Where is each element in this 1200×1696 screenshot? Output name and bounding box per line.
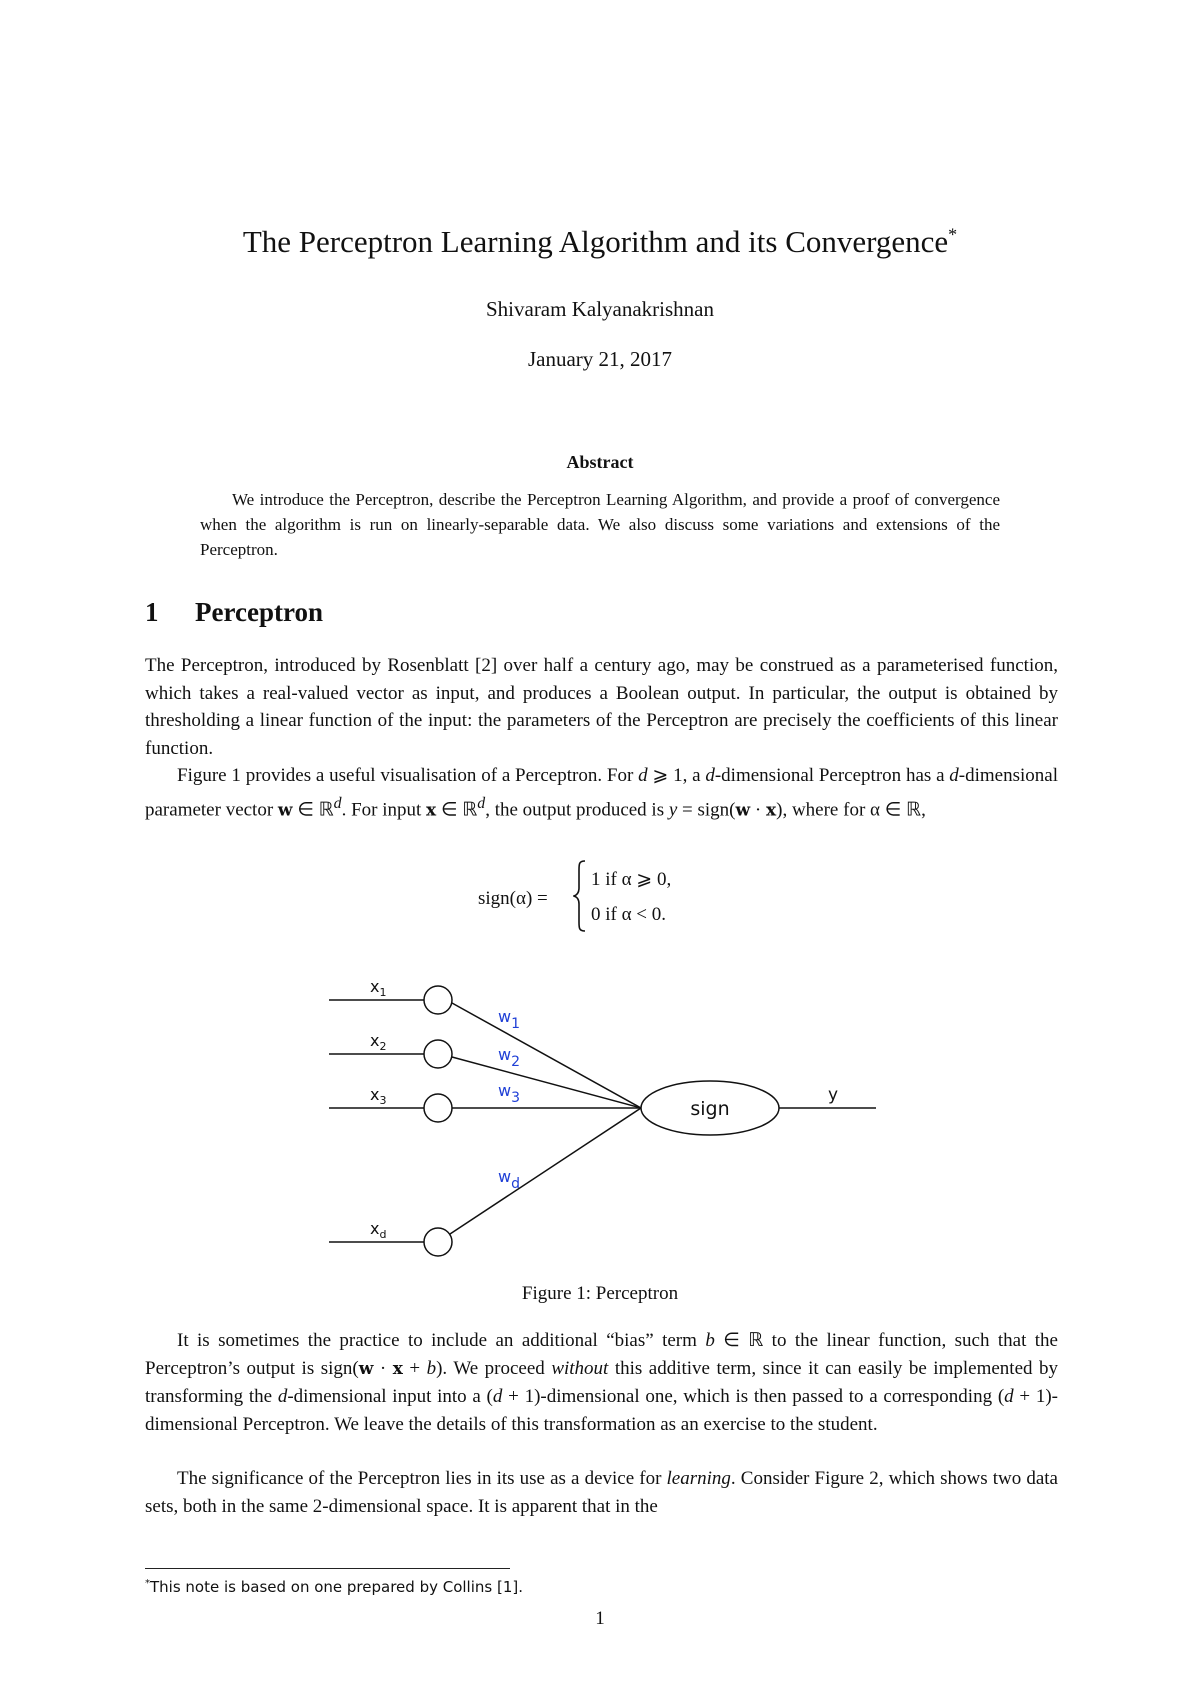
- figure-caption: Figure 1: Perceptron: [521, 1283, 679, 1304]
- weight-line-d: [450, 1108, 641, 1234]
- input-node-3: [424, 1094, 452, 1122]
- page-number: 1: [595, 1608, 605, 1629]
- footnote-text: This note is based on one prepared by Collins [1].: [150, 1578, 523, 1596]
- weight-line-2: [452, 1057, 641, 1108]
- equation-case-2: 0 if α < 0.: [591, 904, 667, 925]
- perceptron-figure: [0, 960, 1200, 1280]
- paper-title: The Perceptron Learning Algorithm and its Convergence*: [242, 224, 958, 259]
- weight-line-1: [452, 1003, 641, 1108]
- sign-node-label: sign: [690, 1098, 730, 1120]
- equation-case-1: 1 if α ⩾ 0,: [591, 869, 672, 890]
- paragraph-1: The Perceptron, introduced by Rosenblatt [2] over half a century ago, may be construed as a parameterised function, which takes a real-valued vector as input, and produces a Boolean output. In particular, the output is obtained by thresholding a linear function of the input: the parameters of the Perceptron are precisely the coefficients of this linear function.: [145, 655, 1058, 759]
- paragraph-2: Figure 1 provides a useful visualisation of a Perceptron. For d ⩾ 1, a d-dimensional Perceptron has a d-dimensional parameter vector w ∈ ℝ$^d$. For input x ∈ ℝ$^d$, the output produced is y = sign(w · x), where for α ∈ ℝ,: [145, 765, 1058, 820]
- input-label-1: $x_1$: [370, 977, 387, 999]
- weight-label-1: w1: [498, 1007, 521, 1032]
- input-node-1: [424, 986, 452, 1014]
- section-heading: [145, 597, 323, 628]
- input-node-2: [424, 1040, 452, 1068]
- weight-label-3: w3: [498, 1081, 521, 1106]
- author: Shivaram Kalyanakrishnan: [485, 297, 715, 321]
- paragraph-4: The significance of the Perceptron lies in its use as a device for learning. Consider Figure 2, which shows two data sets, both in the same 2-dimensional space. It is apparent that in the: [145, 1468, 1058, 1517]
- input-label-2: $x_2$: [370, 1031, 387, 1053]
- footnote-rule: [145, 1568, 510, 1569]
- equation-lhs: sign(α) =: [478, 888, 548, 909]
- input-label-3: $x_3$: [370, 1085, 387, 1107]
- input-node-d: [424, 1228, 452, 1256]
- date: January 21, 2017: [527, 347, 673, 371]
- abstract-text: We introduce the Perceptron, describe the Perceptron Learning Algorithm, and provide a proof of convergence when the algorithm is run on linearly-separable data. We also discuss some variations and extensions of the Perceptron.: [200, 490, 1000, 559]
- weight-label-d: wd: [498, 1167, 520, 1192]
- brace-icon: [573, 860, 587, 932]
- output-label: y: [828, 1085, 839, 1105]
- footnote-mark: *: [145, 1578, 150, 1589]
- section-title: Perceptron: [195, 597, 323, 627]
- input-label-d: $x_d$: [370, 1219, 387, 1241]
- paragraph-3: It is sometimes the practice to include an additional “bias” term b ∈ ℝ to the linear function, such that the Perceptron’s output is sign(w · x + b). We proceed without this additive term, since it can easily be implemented by transforming the d-dimensional input into a (d + 1)-dimensional one, which is then passed to a corresponding (d + 1)-dimensional Perceptron. We leave the details of this transformation as an exercise to the student.: [145, 1330, 1059, 1435]
- section-number: 1: [145, 597, 159, 627]
- weight-label-2: w2: [498, 1045, 521, 1070]
- abstract-heading: Abstract: [566, 452, 634, 472]
- title-footnote-mark: *: [948, 224, 958, 245]
- footnote: [145, 1578, 523, 1596]
